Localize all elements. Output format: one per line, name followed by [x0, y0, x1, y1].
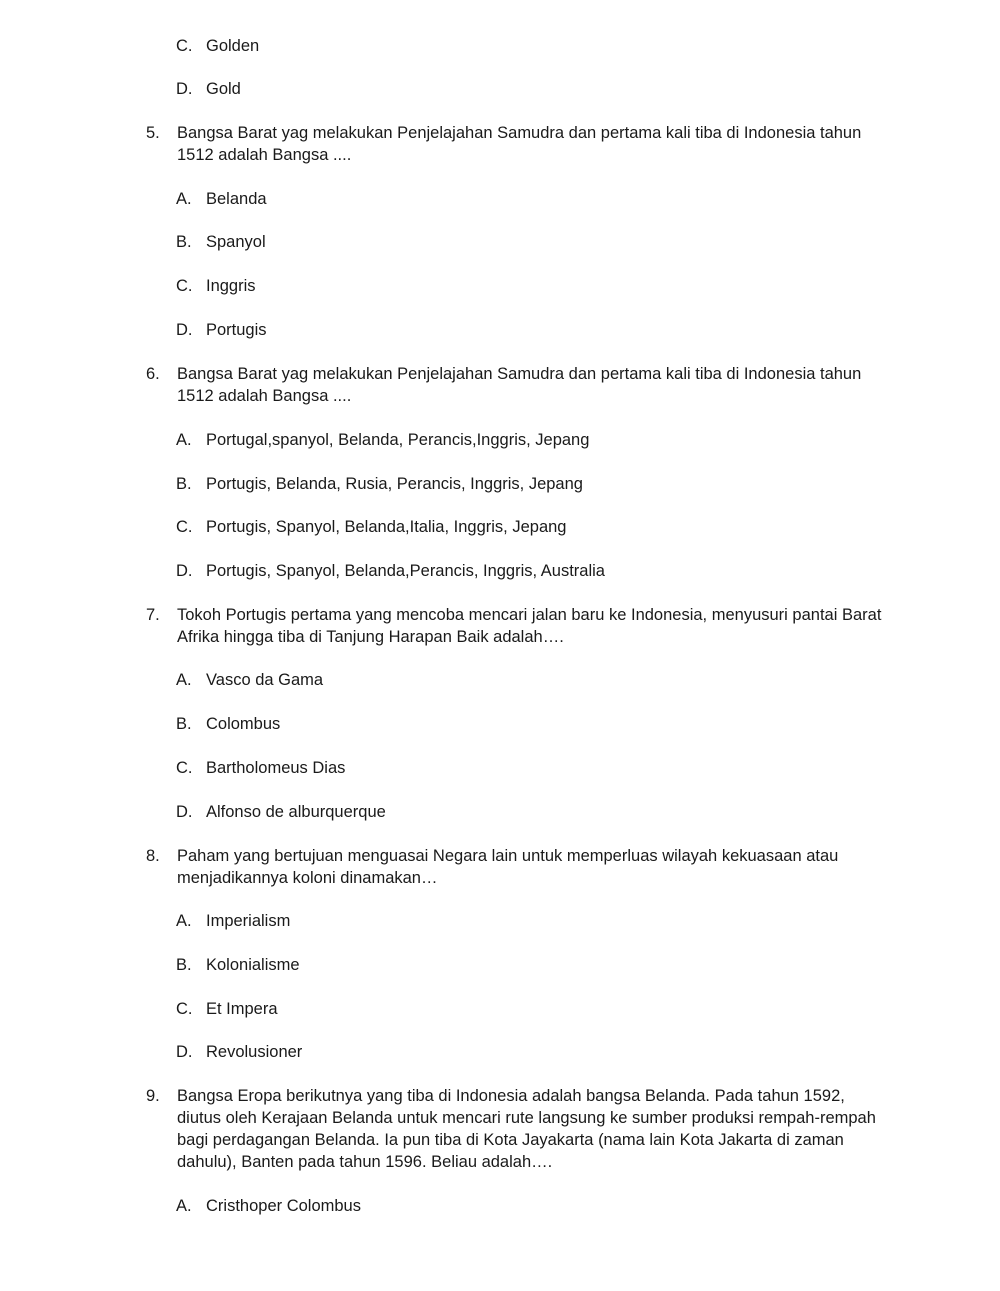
option-letter: B.: [176, 956, 192, 974]
option-text: Portugal,spanyol, Belanda, Perancis,Inggris, Jepang: [206, 431, 590, 449]
option-text: Cristhoper Colombus: [206, 1197, 361, 1215]
option-letter: A.: [176, 190, 192, 208]
option-text: Portugis, Belanda, Rusia, Perancis, Inggris, Jepang: [206, 475, 583, 493]
option-text: Spanyol: [206, 233, 266, 251]
option-letter: A.: [176, 671, 192, 689]
option-text: Portugis: [206, 321, 267, 339]
option-text: Imperialism: [206, 912, 291, 930]
question-text-line: Bangsa Eropa berikutnya yang tiba di Indonesia adalah bangsa Belanda. Pada tahun 1592,: [177, 1087, 845, 1105]
option-text: Kolonialisme: [206, 956, 300, 974]
option-text: Revolusioner: [206, 1043, 303, 1061]
option-text: Inggris: [206, 277, 256, 295]
option-letter: A.: [176, 1197, 192, 1215]
question-number: 9.: [146, 1087, 160, 1105]
option-letter: C.: [176, 37, 193, 55]
option-letter: B.: [176, 715, 192, 733]
option-letter: D.: [176, 321, 193, 339]
option-text: Portugis, Spanyol, Belanda,Italia, Inggris, Jepang: [206, 518, 567, 536]
question-text-line: dahulu), Banten pada tahun 1596. Beliau adalah….: [177, 1153, 553, 1171]
question-text-line: Bangsa Barat yag melakukan Penjelajahan Samudra dan pertama kali tiba di Indonesia tahun: [177, 124, 862, 142]
option-text: Colombus: [206, 715, 281, 733]
option-letter: D.: [176, 803, 193, 821]
option-letter: D.: [176, 80, 193, 98]
option-text: Golden: [206, 37, 260, 55]
option-letter: C.: [176, 1000, 193, 1018]
option-letter: A.: [176, 431, 192, 449]
option-letter: B.: [176, 233, 192, 251]
option-text: Gold: [206, 80, 241, 98]
option-text: Portugis, Spanyol, Belanda,Perancis, Inggris, Australia: [206, 562, 605, 580]
option-letter: B.: [176, 475, 192, 493]
question-text-line: Tokoh Portugis pertama yang mencoba mencari jalan baru ke Indonesia, menyusuri pantai Barat: [177, 606, 882, 624]
option-text: Alfonso de alburquerque: [206, 803, 386, 821]
question-text-line: 1512 adalah Bangsa ....: [177, 387, 352, 405]
question-text-line: menjadikannya koloni dinamakan…: [177, 869, 438, 887]
question-text-line: bagi perdagangan Belanda. Ia pun tiba di Kota Jayakarta (nama lain Kota Jakarta di zaman: [177, 1131, 844, 1149]
question-text-line: 1512 adalah Bangsa ....: [177, 146, 352, 164]
option-letter: C.: [176, 759, 193, 777]
question-text-line: Afrika hingga tiba di Tanjung Harapan Baik adalah….: [177, 628, 564, 646]
question-text-line: diutus oleh Kerajaan Belanda untuk mencari rute langsung ke sumber produksi rempah-rempah: [177, 1109, 876, 1127]
question-text-line: Bangsa Barat yag melakukan Penjelajahan Samudra dan pertama kali tiba di Indonesia tahun: [177, 365, 862, 383]
option-letter: D.: [176, 562, 193, 580]
option-letter: C.: [176, 277, 193, 295]
option-text: Vasco da Gama: [206, 671, 324, 689]
option-letter: A.: [176, 912, 192, 930]
option-text: Et Impera: [206, 1000, 278, 1018]
option-text: Bartholomeus Dias: [206, 759, 346, 777]
option-letter: D.: [176, 1043, 193, 1061]
question-number: 8.: [146, 847, 160, 865]
question-number: 6.: [146, 365, 160, 383]
option-text: Belanda: [206, 190, 267, 208]
option-letter: C.: [176, 518, 193, 536]
question-number: 5.: [146, 124, 160, 142]
question-text-line: Paham yang bertujuan menguasai Negara lain untuk memperluas wilayah kekuasaan atau: [177, 847, 839, 865]
question-number: 7.: [146, 606, 160, 624]
